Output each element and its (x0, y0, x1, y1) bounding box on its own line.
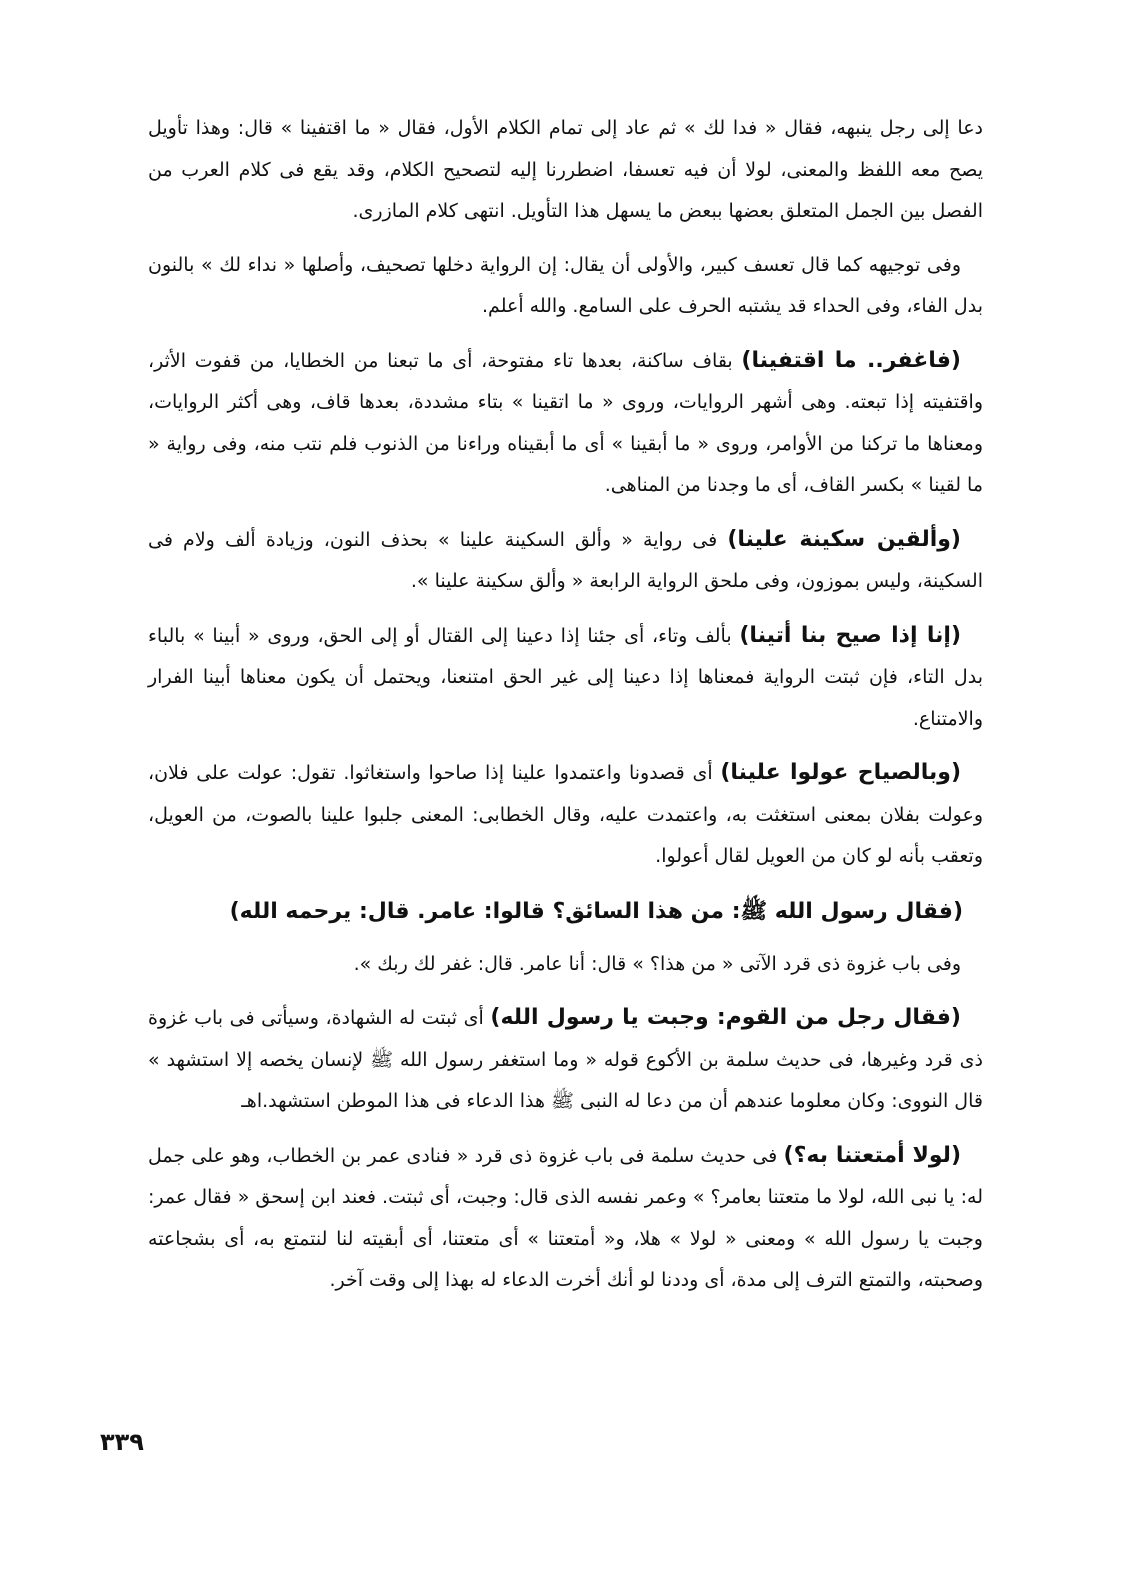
paragraph-lead: (وبالصياح عولوا علينا) (720, 760, 961, 785)
paragraph-1 (148, 108, 983, 233)
paragraph-text: فى رواية « وألق السكينة علينا » بحذف النون، وزيادة ألف ولام فى السكينة، وليس بموزون، وفى ملحق الرواية الرابعة « وألق سكينة علينا ». (148, 528, 983, 592)
paragraph-8 (148, 997, 983, 1123)
paragraph-text: وفى توجيهه كما قال تعسف كبير، والأولى أن يقال: إن الرواية دخلها تصحيف، وأصلها « نداء لك » بالنون بدل الفاء، وفى الحداء قد يشتبه الحرف على السامع. والله أعلم. (148, 253, 983, 317)
paragraph-text: أى قصدونا واعتمدوا علينا إذا صاحوا واستغاثوا. تقول: عولت على فلان، وعولت بفلان بمعنى استغثت به، واعتمدت عليه، وقال الخطابى: المعنى جلبوا علينا بالصوت، من العويل، وتعقب بأنه لو كان من العويل لقال أعولوا. (148, 762, 983, 867)
section-heading: (فقال رسول الله ﷺ: من هذا السائق؟ قالوا: عامر. قال: يرحمه الله) (229, 898, 963, 924)
paragraph-lead: (لولا أمتعتنا به؟) (783, 1142, 962, 1168)
paragraph-2 (148, 245, 983, 328)
paragraph-lead: (وألقين سكينة علينا) (727, 526, 961, 552)
page-number: ٣٣٩ (100, 1428, 144, 1456)
paragraph-3 (148, 340, 983, 507)
paragraph-text: وفى باب غزوة ذى قرد الآتى « من هذا؟ » قال: أنا عامر. قال: غفر لك ربك ». (353, 952, 961, 975)
paragraph-text: بألف وتاء، أى جئنا إذا دعينا إلى القتال أو إلى الحق، وروى « أبينا » بالباء بدل التاء، فإن ثبتت الرواية فمعناها إذا دعينا إلى غير الحق امتنعنا، ويحتمل أن يكون معناها أبينا الفرار والامتناع. (148, 624, 983, 730)
paragraph-lead: (فقال رجل من القوم: وجبت يا رسول الله) (490, 1005, 961, 1030)
paragraph-4 (148, 519, 983, 603)
paragraph-5 (148, 615, 983, 741)
paragraph-text: أى ثبتت له الشهادة، وسيأتى فى باب غزوة ذى قرد وغيرها، فى حديث سلمة بن الأكوع قوله « وما استغفر رسول الله ﷺ لإنسان يخصه إلا استشهد » قال النووى: وكان معلوما عندهم أن من دعا له النبى ﷺ هذا الدعاء فى هذا الموطن استشهد.اهـ (148, 1007, 983, 1112)
paragraph-9 (148, 1135, 983, 1302)
paragraph-text: بقاف ساكنة، بعدها تاء مفتوحة، أى ما تبعنا من الخطايا، من قفوت الأثر، واقتفيته إذا تبعته. وهى أشهر الروايات، وروى « ما اتقينا » بتاء مشددة، بعدها قاف، وهى أكثر الروايات، ومعناها ما تركنا من الأوامر، وروى « ما أبقينا » أى ما أبقيناه وراءنا من الذنوب فلم نتب منه، وفى رواية « ما لقينا » بكسر القاف، أى ما وجدنا من المناهى. (148, 349, 983, 496)
page-body (148, 108, 983, 1314)
paragraph-7 (148, 944, 983, 986)
paragraph-text: دعا إلى رجل ينبهه، فقال « فدا لك » ثم عاد إلى تمام الكلام الأول، فقال « ما اقتفينا » قال: وهذا تأويل يصح معه اللفظ والمعنى، لولا أن فيه تعسفا، اضطررنا إليه لتصحيح الكلام، وقد يقع فى كلام العرب من الفصل بين الجمل المتعلق بعضها ببعض ما يسهل هذا التأويل. انتهى كلام المازرى. (148, 117, 983, 222)
paragraph-lead: (إنا إذا صيح بنا أتينا) (739, 622, 961, 648)
paragraph-lead: (فاغفر.. ما اقتفينا) (741, 347, 961, 373)
paragraph-6 (148, 752, 983, 878)
paragraph-text: فى حديث سلمة فى باب غزوة ذى قرد « فنادى عمر بن الخطاب، وهو على جمل له: يا نبى الله، لولا ما متعتنا بعامر؟ » وعمر نفسه الذى قال: وجبت، أى ثبتت. فعند ابن إسحق « فقال عمر: وجبت يا رسول الله » ومعنى « لولا » هلا، و« أمتعتنا » أى متعتنا، أى أبقيته لنا لنتمتع به، أى بشجاعته وصحبته، والتمتع الترف إلى مدة، أى وددنا لو أنك أخرت الدعاء له بهذا إلى وقت آخر. (148, 1144, 983, 1291)
